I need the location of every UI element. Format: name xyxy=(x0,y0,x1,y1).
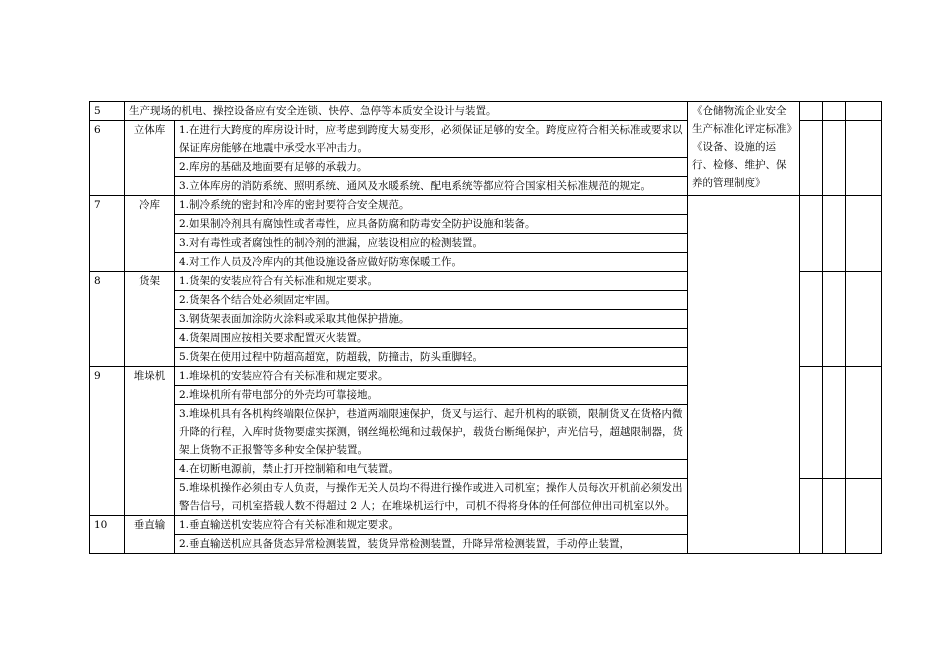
check-cell xyxy=(800,121,823,196)
safety-checklist-table xyxy=(89,101,882,554)
list-item: 4.货架周围应按相关要求配置灭火装置。 xyxy=(175,329,688,348)
list-item: 2.库房的基础及地面要有足够的承载力。 xyxy=(175,158,688,177)
list-item: 3.对有毒性或者腐蚀性的制冷剂的泄漏，应装设相应的检测装置。 xyxy=(175,234,688,253)
table-row xyxy=(90,196,882,215)
check-cell xyxy=(800,102,823,121)
list-item: 4.对工作人员及冷库内的其他设施设备应做好防寒保暖工作。 xyxy=(175,253,688,272)
list-item: 1.制冷系统的密封和冷库的密封要符合安全规范。 xyxy=(175,196,688,215)
check-cell xyxy=(846,367,882,479)
list-item: 3.堆垛机具有各机构终端限位保护，巷道两端限速保护，货叉与运行、起升机构的联锁，限制货叉在货格内微升降的行程，入库时货物要虚实探测，钢丝绳松绳和过载保护，载货台断绳保护，声光信号，超越限制器，货架上货物不正报警等多种安全保护装置。 xyxy=(175,405,688,460)
list-item: 5.堆垛机操作必须由专人负责，与操作无关人员均不得进行操作或进入司机室；操作人员每次开机前必须发出警告信号，司机室搭载人数不得超过 2 人；在堆垛机运行中，司机不得将身体的任何部位伸出司机室以外。 xyxy=(175,479,688,516)
check-cell xyxy=(823,102,846,121)
row-number: 7 xyxy=(90,196,125,272)
check-cell xyxy=(823,196,846,272)
reference-cell-empty xyxy=(688,196,800,554)
reference-text: 《仓储物流企业安全生产标准化评定标准》《设备、设施的运行、检修、维护、保养的管理制度》 xyxy=(692,105,792,189)
row-number: 6 xyxy=(90,121,125,196)
check-cell xyxy=(823,272,846,367)
check-cell xyxy=(846,102,882,121)
row-category: 冷库 xyxy=(125,196,175,272)
list-item: 5.货架在使用过程中防超高超宽，防超载，防撞击，防头重脚轻。 xyxy=(175,348,688,367)
check-cell xyxy=(846,479,882,554)
list-item: 2.如果制冷剂具有腐蚀性或者毒性，应具备防腐和防毒安全防护设施和装备。 xyxy=(175,215,688,234)
row-number: 10 xyxy=(90,516,125,554)
check-cell xyxy=(823,479,846,554)
list-item: 3.立体库房的消防系统、照明系统、通风及水暖系统、配电系统等都应符合国家相关标准规范的规定。 xyxy=(175,177,688,196)
check-cell xyxy=(823,367,846,479)
check-cell xyxy=(823,121,846,196)
list-item: 1.货架的安装应符合有关标准和规定要求。 xyxy=(175,272,688,291)
check-cell xyxy=(846,196,882,272)
list-item: 1.在进行大跨度的库房设计时，应考虑到跨度大易变形，必须保证足够的安全。跨度应符合相关标准或要求以保证库房能够在地震中承受水平冲击力。 xyxy=(175,121,688,158)
check-cell xyxy=(846,121,882,196)
list-item: 3.钢货架表面加涂防火涂料或采取其他保护措施。 xyxy=(175,310,688,329)
check-cell xyxy=(800,367,823,479)
list-item: 4.在切断电源前，禁止打开控制箱和电气装置。 xyxy=(175,460,688,479)
table-row xyxy=(90,102,882,121)
list-item: 2.堆垛机所有带电部分的外壳均可靠接地。 xyxy=(175,386,688,405)
check-cell xyxy=(800,479,823,554)
reference-cell xyxy=(688,102,800,196)
row-number: 9 xyxy=(90,367,125,516)
row-number: 5 xyxy=(90,102,125,121)
list-item: 1.堆垛机的安装应符合有关标准和规定要求。 xyxy=(175,367,688,386)
check-cell xyxy=(846,272,882,367)
list-item: 2.货架各个结合处必须固定牢固。 xyxy=(175,291,688,310)
row-text: 生产现场的机电、操控设备应有安全连锁、快停、急停等本质安全设计与装置。 xyxy=(125,102,688,121)
check-cell xyxy=(800,272,823,367)
row-category: 堆垛机 xyxy=(125,367,175,516)
row-number: 8 xyxy=(90,272,125,367)
list-item: 1.垂直输送机安装应符合有关标准和规定要求。 xyxy=(175,516,688,535)
list-item: 2.垂直输送机应具备货态异常检测装置，装货异常检测装置，升降异常检测装置，手动停止装置， xyxy=(175,535,688,554)
row-category: 垂直输 xyxy=(125,516,175,554)
row-category: 货架 xyxy=(125,272,175,367)
check-cell xyxy=(800,196,823,272)
row-category: 立体库 xyxy=(125,121,175,196)
